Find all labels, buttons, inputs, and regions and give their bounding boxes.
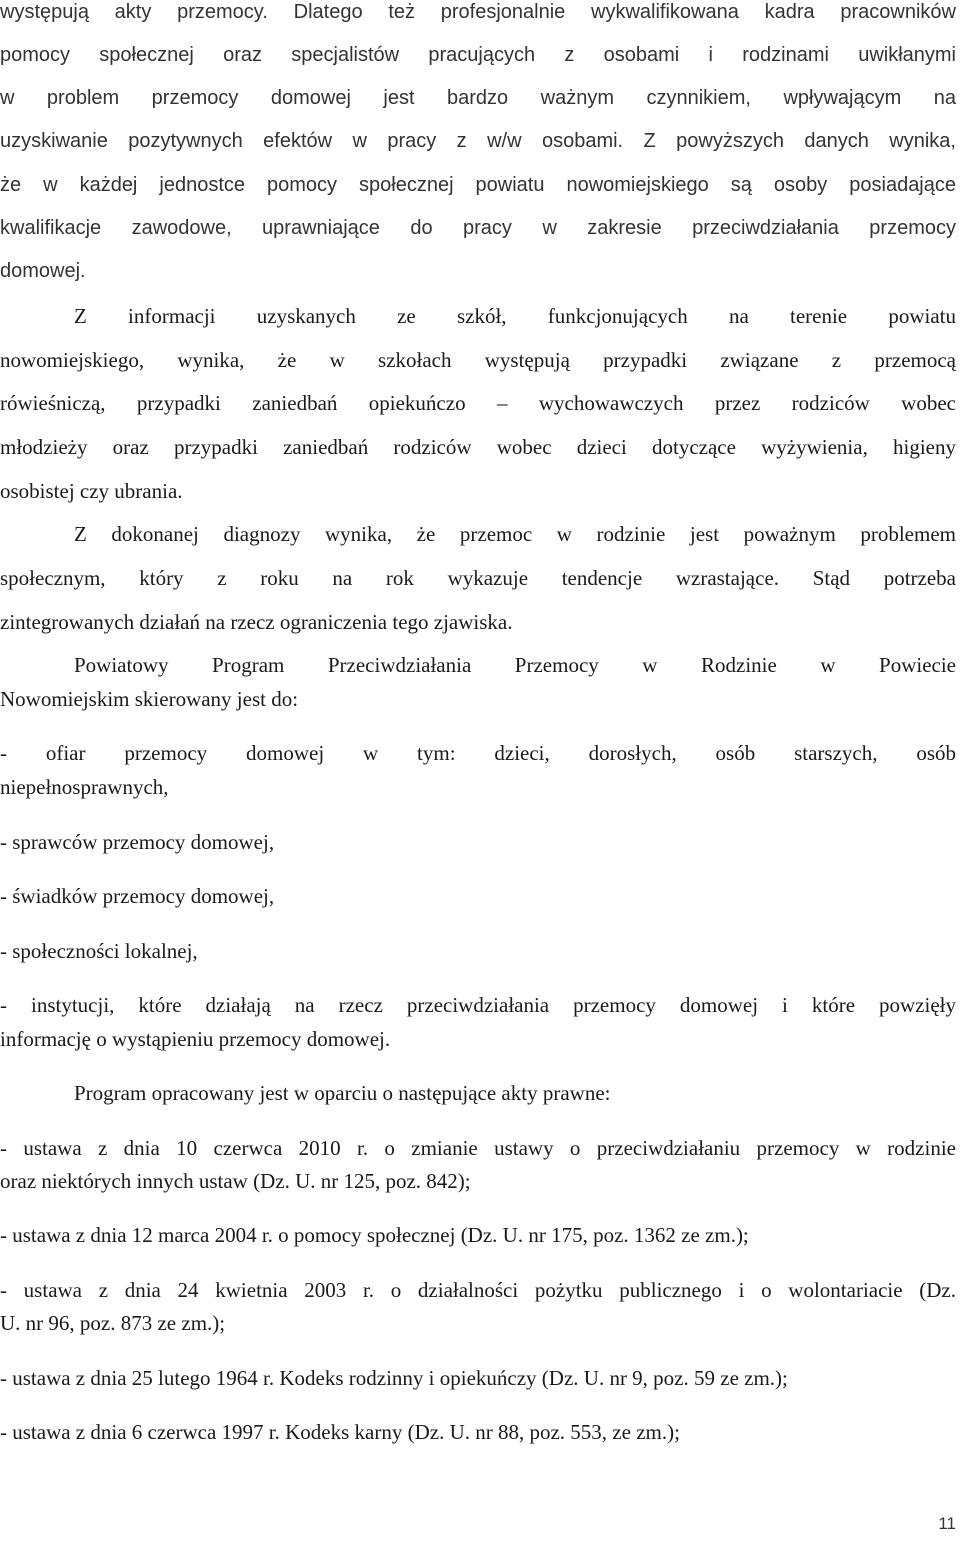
text-line: Powiatowy Program Przeciwdziałania Przemocy w Rodzinie w Powiecie [74,653,956,677]
text-line: Nowomiejskim skierowany jest do: [0,687,299,711]
list-item: niepełnosprawnych, [0,775,169,799]
text-line: rówieśniczą, przypadki zaniedbań opiekuńczo – wychowawczych przez rodziców wobec [0,391,956,415]
list-item: - ustawa z dnia 24 kwietnia 2003 r. o działalności pożytku publicznego i o wolontariacie (Dz. [0,1278,956,1302]
list-item: - świadków przemocy domowej, [0,884,275,908]
list-item: - sprawców przemocy domowej, [0,830,275,854]
list-item: - ustawa z dnia 25 lutego 1964 r. Kodeks rodzinny i opiekuńczy (Dz. U. nr 9, poz. 59 ze zm.); [0,1366,788,1390]
text-line: społecznym, który z roku na rok wykazuje tendencje wzrastające. Stąd potrzeba [0,566,956,590]
page-number: 11 [938,1514,956,1533]
text-line: występują akty przemocy. Dlatego też profesjonalnie wykwalifikowana kadra pracowników [0,1,956,23]
list-item: - ofiar przemocy domowej w tym: dzieci, dorosłych, osób starszych, osób [0,741,956,765]
list-item: - społeczności lokalnej, [0,939,198,963]
text-line: pomocy społecznej oraz specjalistów pracujących z osobami i rodzinami uwikłanymi [0,44,956,66]
text-line: kwalifikacje zawodowe, uprawniające do pracy w zakresie przeciwdziałania przemocy [0,217,956,239]
text-line: młodzieży oraz przypadki zaniedbań rodziców wobec dzieci dotyczące wyżywienia, higieny [0,435,956,459]
text-line: Z dokonanej diagnozy wynika, że przemoc w rodzinie jest poważnym problemem [74,522,956,546]
list-item: - instytucji, które działają na rzecz przeciwdziałania przemocy domowej i które powzięły [0,993,956,1017]
text-line: domowej. [0,260,86,282]
text-line: w problem przemocy domowej jest bardzo ważnym czynnikiem, wpływającym na [0,87,956,109]
text-line: Program opracowany jest w oparciu o następujące akty prawne: [74,1081,611,1105]
list-item: - ustawa z dnia 10 czerwca 2010 r. o zmianie ustawy o przeciwdziałaniu przemocy w rodzinie [0,1136,956,1160]
text-line: uzyskiwanie pozytywnych efektów w pracy z w/w osobami. Z powyższych danych wynika, [0,130,956,152]
list-item: informację o wystąpieniu przemocy domowej. [0,1027,391,1051]
list-item: oraz niektórych innych ustaw (Dz. U. nr 125, poz. 842); [0,1169,471,1193]
text-line: że w każdej jednostce pomocy społecznej powiatu nowomiejskiego są osoby posiadające [0,174,956,196]
list-item: U. nr 96, poz. 873 ze zm.); [0,1311,226,1335]
list-item: - ustawa z dnia 6 czerwca 1997 r. Kodeks karny (Dz. U. nr 88, poz. 553, ze zm.); [0,1420,680,1444]
text-line: nowomiejskiego, wynika, że w szkołach występują przypadki związane z przemocą [0,348,956,372]
text-line: zintegrowanych działań na rzecz ograniczenia tego zjawiska. [0,610,513,634]
list-item: - ustawa z dnia 12 marca 2004 r. o pomocy społecznej (Dz. U. nr 175, poz. 1362 ze zm.); [0,1223,749,1247]
text-line: osobistej czy ubrania. [0,479,183,503]
text-line: Z informacji uzyskanych ze szkół, funkcjonujących na terenie powiatu [74,304,956,328]
